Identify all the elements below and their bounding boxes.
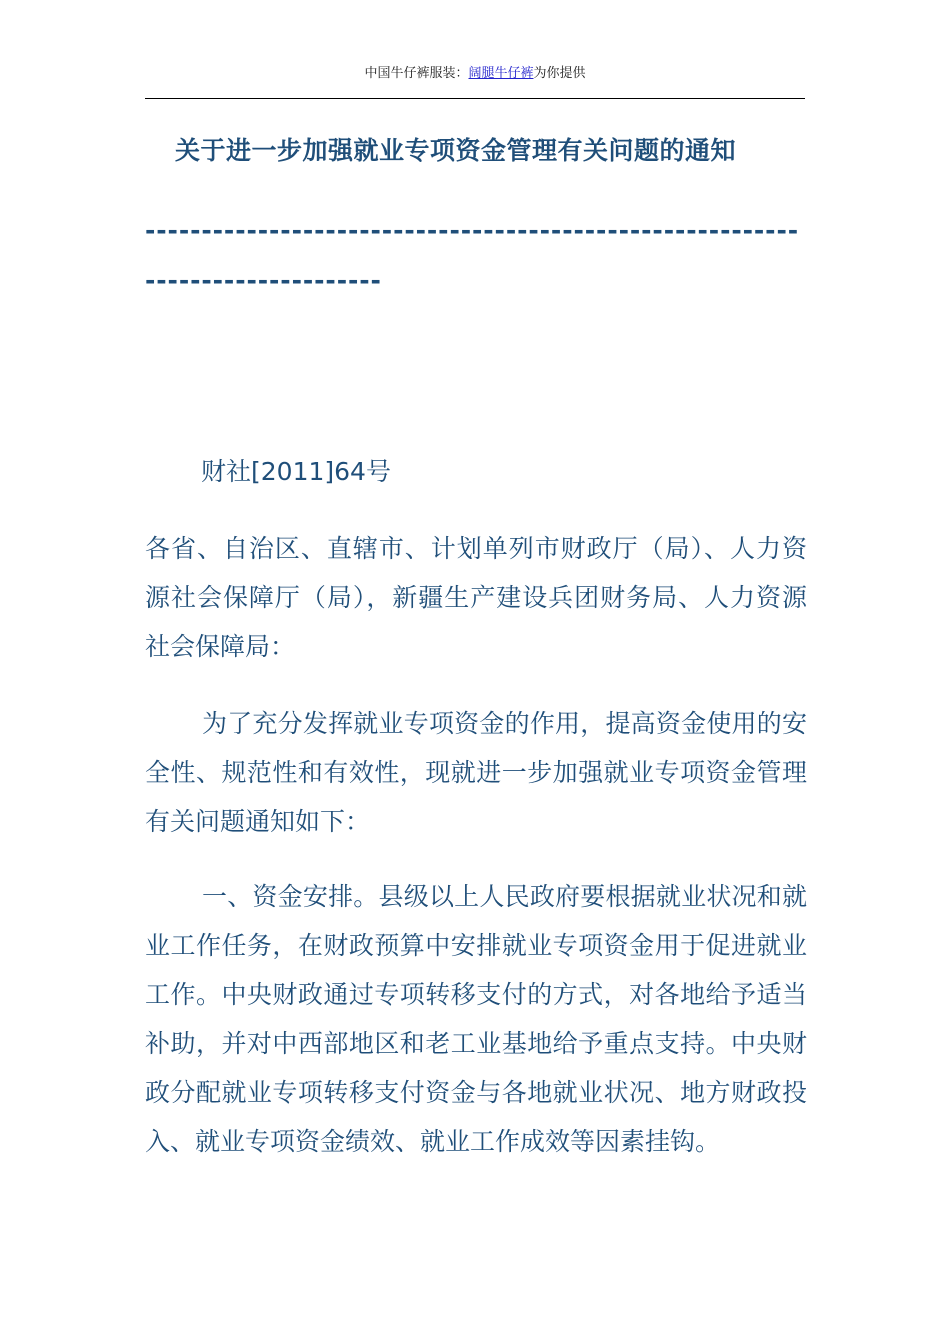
addressee-paragraph: 各省、自治区、直辖市、计划单列市财政厅（局）、人力资源社会保障厅（局），新疆生产建设兵团财务局、人力资源社会保障局： (145, 534, 807, 661)
header-link[interactable]: 阔腿牛仔裤 (468, 66, 534, 81)
section-1-paragraph: 一、资金安排。县级以上人民政府要根据就业状况和就业工作任务，在财政预算中安排就业专项资金用于促进就业工作。中央财政通过专项转移支付的方式，对各地给予适当补助，并对中西部地区和老工业基地给予重点支持。中央财政分配就业专项转移支付资金与各地就业状况、地方财政投入、就业专项资金绩效、就业工作成效等因素挂钩。 (145, 882, 807, 1156)
document-number: 财社[2011]64号 (201, 457, 391, 486)
header-prefix: 中国牛仔裤服装： (364, 66, 469, 81)
header-divider (145, 98, 805, 99)
intro-paragraph: 为了充分发挥就业专项资金的作用，提高资金使用的安全性、规范性和有效性，现就进一步加强就业专项资金管理有关问题通知如下： (145, 709, 807, 836)
document-title: 关于进一步加强就业专项资金管理有关问题的通知 (175, 136, 737, 165)
header-suffix: 为你提供 (533, 66, 586, 81)
title-separator: ------------------------------------------------------------------------------- (145, 216, 800, 295)
page-header (145, 64, 805, 84)
